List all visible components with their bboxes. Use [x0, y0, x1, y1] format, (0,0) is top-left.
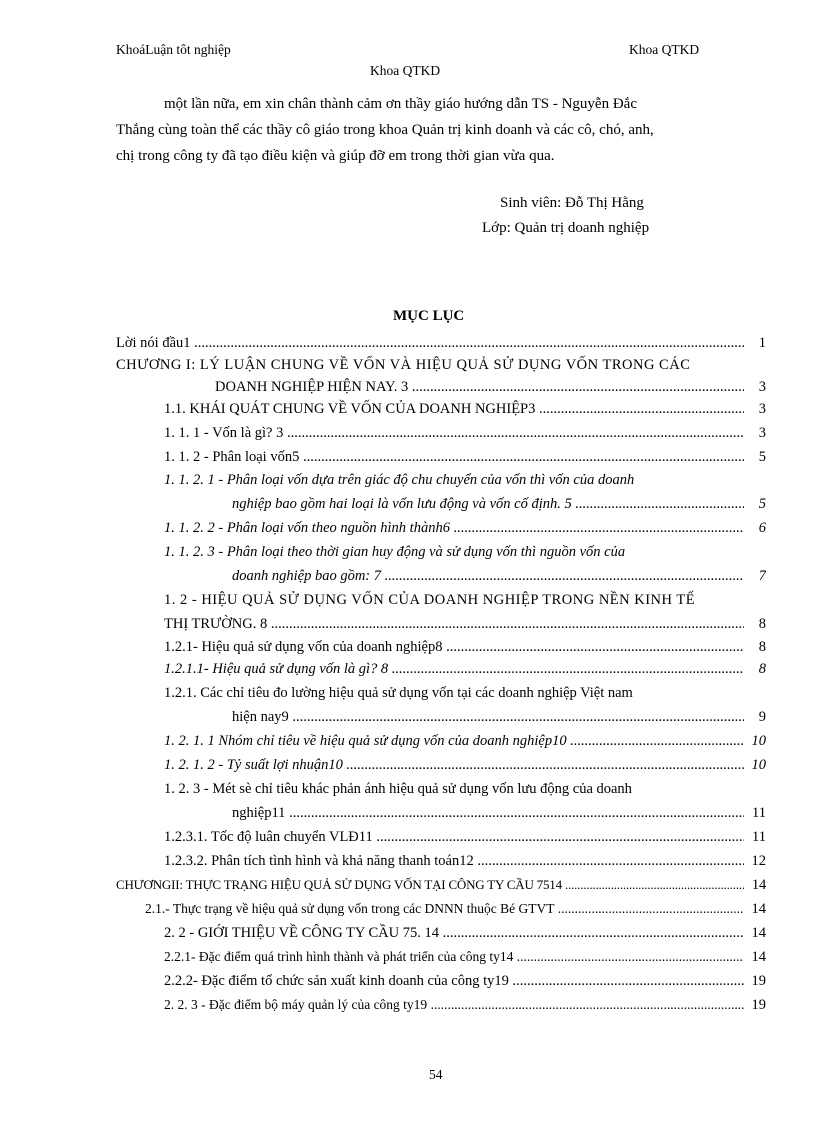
toc-entry[interactable]: 1.2.1.1- Hiệu quả sử dụng vốn là gì? 8 ..... 8	[164, 659, 766, 679]
toc-entry[interactable]: 1. 1. 2 - Phân loại vốn5 ..... 5	[164, 447, 766, 467]
toc-entry[interactable]: 1.2.1- Hiệu quả sử dụng vốn của doanh nghiệp8 ..... 8	[164, 637, 766, 657]
toc-title: MỤC LỤC	[393, 308, 465, 324]
toc-page-number: 14	[749, 947, 767, 967]
toc-page-number: 10	[749, 731, 767, 751]
toc-entry[interactable]: hiện nay9 ..... 9	[232, 707, 766, 727]
toc-page-number: 8	[756, 637, 766, 657]
signature-class: Lớp: Quản trị doanh nghiệp	[482, 220, 650, 236]
toc-page-number: 14	[749, 875, 766, 895]
toc-entry[interactable]: 2. 2 - GIỚI THIỆU VỀ CÔNG TY CẦU 75. 14 ..... 14	[164, 923, 766, 943]
toc-page-number: 12	[749, 851, 767, 871]
toc-entry[interactable]: DOANH NGHIỆP HIỆN NAY. 3 ..... 3	[215, 377, 766, 397]
toc-page-number: 11	[749, 803, 766, 823]
toc-entry-heading[interactable]: 1. 1. 2. 3 - Phân loại theo thời gian huy động và sử dụng vốn thì nguồn vốn của	[164, 544, 626, 560]
toc-page-number: 7	[756, 566, 766, 586]
toc-page-number: 9	[756, 707, 766, 727]
toc-entry[interactable]: 2.2.1- Đặc điểm quá trình hình thành và phát triển của công ty14 ..... 14	[164, 947, 766, 967]
toc-entry[interactable]: 2.1.- Thực trạng về hiệu quả sử dụng vốn trong các DNNN thuộc Bé GTVT ..... 14	[145, 899, 766, 919]
toc-page-number: 11	[749, 827, 766, 847]
toc-page-number: 3	[756, 377, 766, 397]
toc-entry[interactable]: 2.2.2- Đặc điểm tổ chức sản xuất kinh doanh của công ty19 ..... 19	[164, 971, 766, 991]
ack-line-2: Thắng cùng toàn thể các thầy cô giáo trong khoa Quản trị kinh doanh và các cô, chó, anh,	[116, 122, 654, 138]
toc-entry[interactable]: 2. 2. 3 - Đặc điểm bộ máy quản lý của công ty19 ..... 19	[164, 995, 766, 1015]
toc-page-number: 14	[749, 899, 767, 919]
toc-entry[interactable]: THỊ TRƯỜNG. 8 ..... 8	[164, 614, 766, 634]
header-right: Khoa QTKD	[629, 42, 700, 57]
toc-page-number: 6	[756, 518, 766, 538]
toc-entry[interactable]: Lời nói đầu1 ..... 1	[116, 333, 766, 353]
toc-page-number: 14	[749, 923, 767, 943]
toc-page-number: 1	[756, 333, 766, 353]
toc-entry[interactable]: 1. 1. 2. 2 - Phân loại vốn theo nguồn hình thành6 ..... 6	[164, 518, 766, 538]
toc-page-number: 3	[756, 399, 766, 419]
toc-entry[interactable]: 1.1. KHÁI QUÁT CHUNG VỀ VỐN CỦA DOANH NGHIỆP3 ..... 3	[164, 399, 766, 419]
toc-entry[interactable]: 1.2.3.1. Tốc độ luân chuyển VLĐ11 ..... 11	[164, 827, 766, 847]
toc-entry[interactable]: nghiệp bao gồm hai loại là vốn lưu động và vốn cố định. 5 ..... 5	[232, 494, 766, 514]
toc-page-number: 5	[756, 494, 766, 514]
toc-entry[interactable]: CHƯƠNGII: THỰC TRẠNG HIỆU QUẢ SỬ DỤNG VỐN TẠI CÔNG TY CẦU 7514 ..... 14	[116, 875, 766, 895]
toc-page-number: 10	[749, 755, 767, 775]
toc-entry[interactable]: nghiệp11 ..... 11	[232, 803, 766, 823]
toc-entry[interactable]: 1. 2. 1. 2 - Tỷ suất lợi nhuận10 ..... 10	[164, 755, 766, 775]
toc-entry[interactable]: 1. 2. 1. 1 Nhóm chỉ tiêu về hiệu quả sử dụng vốn của doanh nghiệp10 ..... 10	[164, 731, 766, 751]
toc-entry-heading[interactable]: 1. 2. 3 - Mét sè chỉ tiêu khác phản ánh hiệu quả sử dụng vốn lưu động của doanh	[164, 781, 632, 797]
header-left: KhoáLuận tôt nghiệp	[116, 42, 231, 57]
toc-entry[interactable]: 1. 1. 1 - Vốn là gì? 3 ..... 3	[164, 423, 766, 443]
toc-page-number: 5	[756, 447, 766, 467]
header-center: Khoa QTKD	[370, 63, 441, 78]
ack-line-3: chị trong công ty đã tạo điều kiện và giúp đỡ em trong thời gian vừa qua.	[116, 148, 555, 164]
toc-page-number: 19	[749, 995, 767, 1015]
toc-entry[interactable]: 1.2.3.2. Phân tích tình hình và khả năng thanh toán12 ..... 12	[164, 851, 766, 871]
toc-page-number: 3	[756, 423, 766, 443]
toc-page-number: 8	[756, 659, 766, 679]
toc-entry[interactable]: doanh nghiệp bao gồm: 7 ..... 7	[232, 566, 766, 586]
toc-entry-heading[interactable]: 1. 1. 2. 1 - Phân loại vốn dựa trên giác độ chu chuyển của vốn thì vốn của doanh	[164, 472, 635, 488]
toc-page-number: 8	[756, 614, 766, 634]
signature-student: Sinh viên: Đỗ Thị Hằng	[500, 195, 644, 211]
toc-entry-heading[interactable]: 1. 2 - HIỆU QUẢ SỬ DỤNG VỐN CỦA DOANH NGHIỆP TRONG NỀN KINH TẾ	[164, 592, 696, 608]
ack-line-1: một lần nữa, em xin chân thành cảm ơn thầy giáo hướng dẫn TS - Nguyễn Đắc	[164, 96, 637, 112]
page-number: 54	[429, 1067, 443, 1082]
toc-page-number: 19	[749, 971, 767, 991]
toc-entry-heading[interactable]: CHƯƠNG I: LÝ LUẬN CHUNG VỀ VỐN VÀ HIỆU QUẢ SỬ DỤNG VỐN TRONG CÁC	[116, 357, 691, 373]
toc-entry-heading[interactable]: 1.2.1. Các chỉ tiêu đo lường hiệu quả sử dụng vốn tại các doanh nghiệp Việt nam	[164, 685, 633, 701]
